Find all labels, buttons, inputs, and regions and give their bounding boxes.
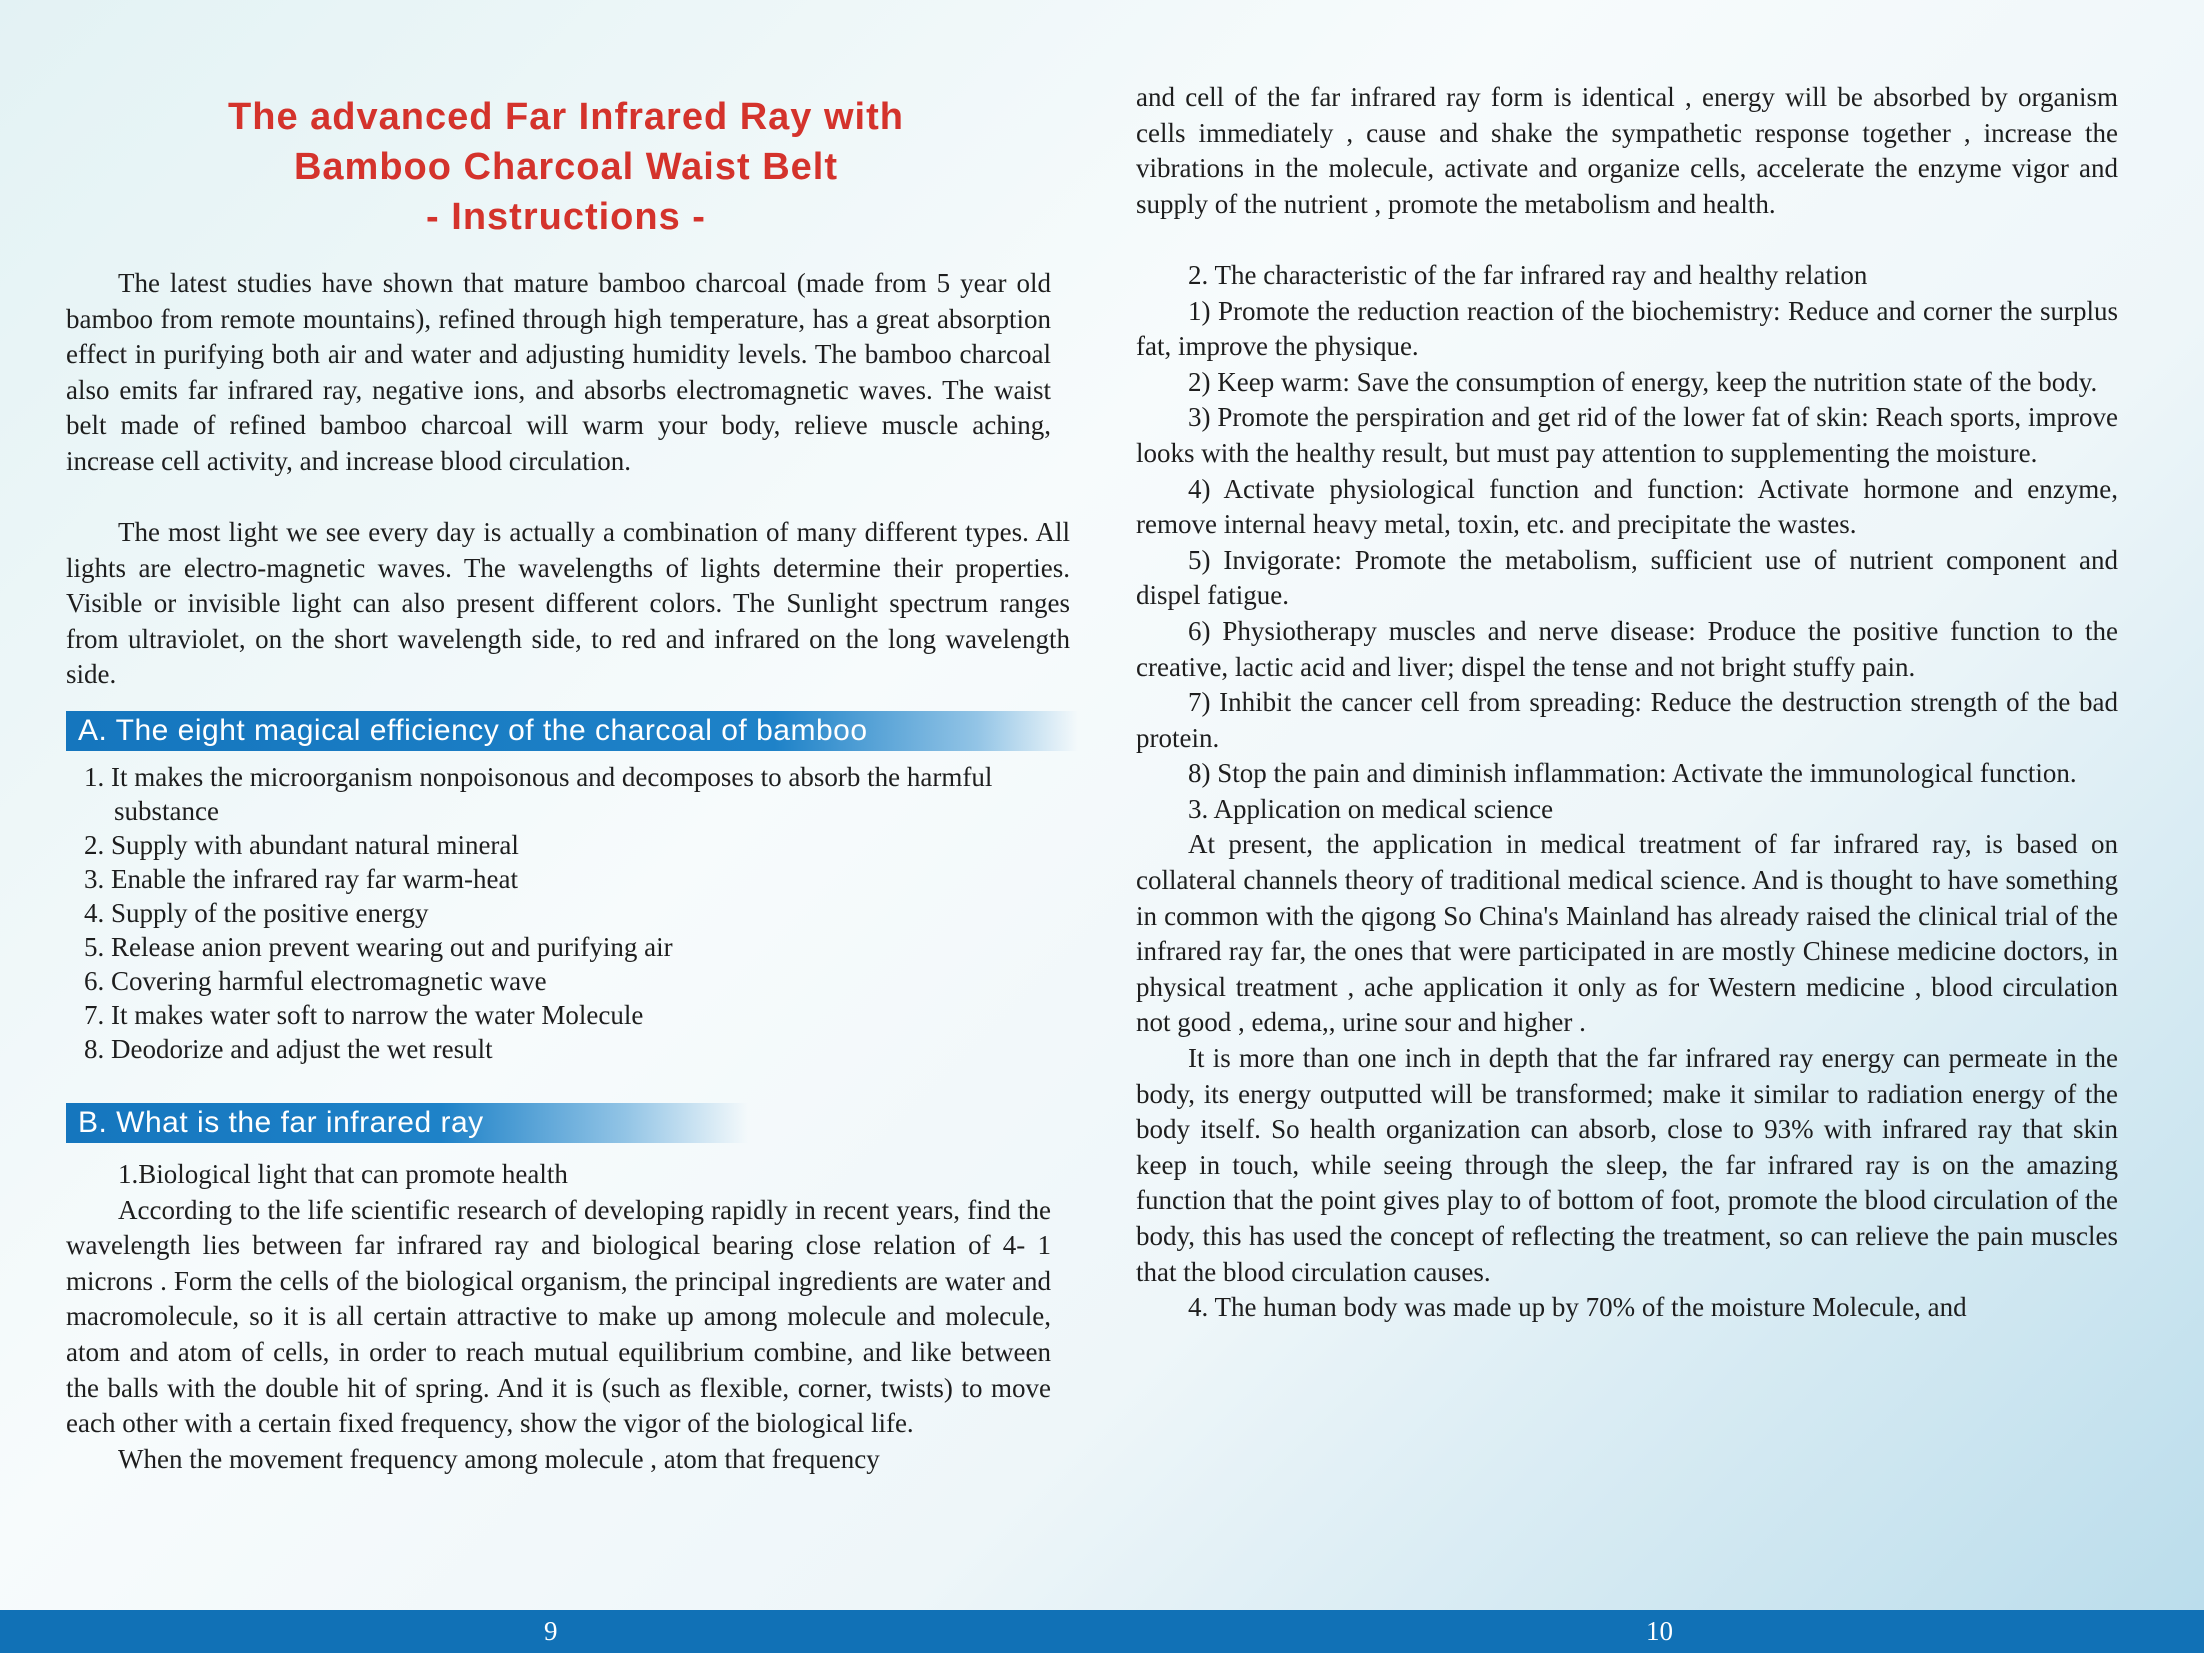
list-item: 2. Supply with abundant natural mineral [84, 830, 519, 860]
list-item: 4. Supply of the positive energy [84, 898, 429, 928]
title-line-2: Bamboo Charcoal Waist Belt [293, 146, 838, 188]
intro-paragraph-2: The most light we see every day is actually a combination of many different types. All lights are electro-magnetic waves. The wavelengths of lights determine their properties. Visible or invisible light can also present different colors. The Sunlight spectrum ranges from ultraviolet, on the short wavelength side, to red and infrared on the long wavelength side. [66, 517, 1070, 690]
page-number-right: 10 [1646, 1616, 1673, 1646]
list-item: 8. Deodorize and adjust the wet result [84, 1034, 493, 1064]
list-item: 5) Invigorate: Promote the metabolism, sufficient use of nutrient component and dispel fatigue. [1136, 544, 2118, 611]
list-item: 1. It makes the microorganism nonpoisonous and decomposes to absorb the harmful substance [84, 762, 993, 826]
title-line-1: The advanced Far Infrared Ray with [228, 96, 904, 138]
section-b-body [66, 1157, 1051, 1477]
list-item: 7. It makes water soft to narrow the water Molecule [84, 1000, 644, 1030]
heading-3: 3. Application on medical science [1188, 793, 1554, 824]
continued-paragraph: and cell of the far infrared ray form is identical , energy will be absorbed by organism cells immediately , cause and shake the sympathetic response together , increase the vibrations in the molecule, activate and organize cells, accelerate the enzyme vigor and supply of the nutrient , promote the metabolism and health. [1136, 82, 2118, 219]
list-item: 1) Promote the reduction reaction of the biochemistry: Reduce and corner the surplus fat, improve the physique. [1136, 295, 2118, 362]
medical-paragraph-1: At present, the application in medical treatment of far infrared ray, is based on collateral channels theory of traditional medical science. And is thought to have something in common with the qigong So China's Mainland has already raised the clinical trial of the infrared ray far, the ones that were participated in are mostly Chinese medicine doctors, in physical treatment , ache application it only as for Western medicine , blood circulation not good , edema,, urine sour and higher . [1136, 829, 2118, 1038]
list-item: 5. Release anion prevent wearing out and purifying air [84, 932, 673, 962]
medical-paragraph-2: It is more than one inch in depth that the far infrared ray energy can permeate in the body, its energy outputted will be transformed; make it similar to radiation energy of the body itself. So health organization can absorb, close to 93% with infrared ray that skin keep in touch, while seeing through the sleep, the far infrared ray is on the amazing function that the point gives play to of bottom of foot, promote the blood circulation of the body, this has used the concept of reflecting the treatment, so can relieve the pain muscles that the blood circulation causes. [1136, 1043, 2118, 1287]
section-b-paragraph-2: When the movement frequency among molecule , atom that frequency [118, 1443, 880, 1474]
list-item: 4) Activate physiological function and function: Activate hormone and enzyme, remove internal heavy metal, toxin, etc. and precipitate the wastes. [1136, 473, 2118, 540]
list-item: 6) Physiotherapy muscles and nerve disease: Produce the positive function to the creative, lactic acid and liver; dispel the tense and not bright stuffy pain. [1136, 615, 2118, 682]
section-b-paragraph-1: According to the life scientific research of developing rapidly in recent years, find the wavelength lies between far infrared ray and biological bearing close relation of 4- 1 microns . Form the cells of the biological organism, the principal ingredients are water and macromolecule, so it is all certain attractive to make up among molecule and molecule, atom and atom of cells, in order to reach mutual equilibrium combine, and like between the balls with the double hit of spring. And it is (such as flexible, corner, twists) to move each other with a certain fixed frequency, show the vigor of the biological life. [66, 1194, 1051, 1439]
section-a-list [84, 760, 1074, 1066]
section-b-heading: B. What is the far infrared ray [66, 1103, 748, 1143]
footer-bar [0, 1610, 2204, 1653]
section-4-start: 4. The human body was made up by 70% of the moisture Molecule, and [1188, 1292, 1967, 1323]
list-item: 8) Stop the pain and diminish inflammation: Activate the immunological function. [1188, 758, 2077, 789]
title-line-3: - Instructions - [426, 196, 706, 238]
list-item: 2) Keep warm: Save the consumption of energy, keep the nutrition state of the body. [1188, 366, 2098, 397]
list-item: 3) Promote the perspiration and get rid of the lower fat of skin: Reach sports, improve looks with the healthy result, but must pay attention to supplementing the moisture. [1136, 402, 2118, 468]
heading-2: 2. The characteristic of the far infrared ray and healthy relation [1188, 259, 1868, 290]
intro-paragraph-1: The latest studies have shown that mature bamboo charcoal (made from 5 year old bamboo from remote mountains), refined through high temperature, has a great absorption effect in purifying both air and water and adjusting humidity levels. The bamboo charcoal also emits far infrared ray, negative ions, and absorbs electromagnetic waves. The waist belt made of refined bamboo charcoal will warm your body, relieve muscle aching, increase cell activity, and increase blood circulation. [66, 268, 1051, 476]
document-title [66, 92, 1066, 242]
section-a-heading: A. The eight magical efficiency of the charcoal of bamboo [66, 711, 1078, 751]
list-item: 3. Enable the infrared ray far warm-heat [84, 864, 519, 894]
list-item: 6. Covering harmful electromagnetic wave [84, 966, 547, 996]
section-b-subheading: 1.Biological light that can promote health [118, 1159, 568, 1189]
page-number-left: 9 [544, 1616, 558, 1646]
list-item: 7) Inhibit the cancer cell from spreading: Reduce the destruction strength of the bad protein. [1136, 687, 2118, 753]
